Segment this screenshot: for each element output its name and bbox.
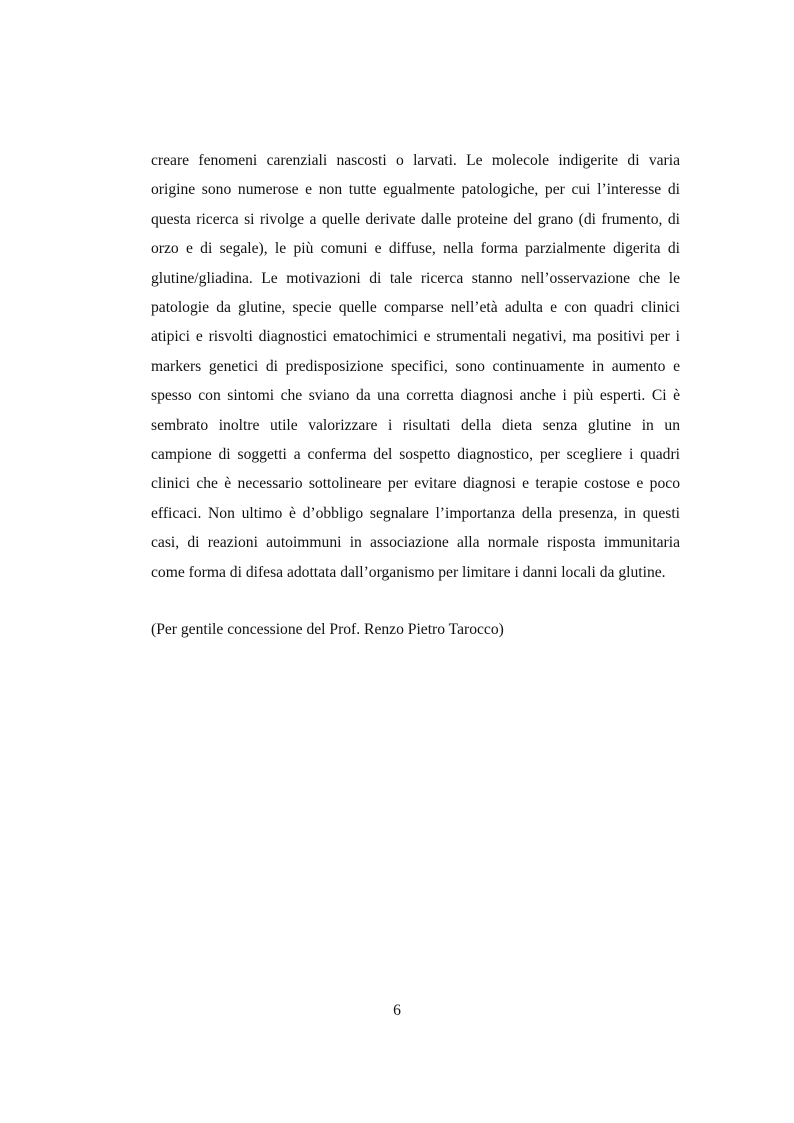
paragraph-line: patologie da glutine, specie quelle comparse nell’età adulta e con quadri clinici xyxy=(151,299,680,317)
paragraph-line: orzo e di segale), le più comuni e diffuse, nella forma parzialmente digerita di xyxy=(151,240,680,258)
paragraph-line: atipici e risvolti diagnostici ematochimici e strumentali negativi, ma positivi per i xyxy=(151,328,680,346)
paragraph-line: creare fenomeni carenziali nascosti o larvati. Le molecole indigerite di varia xyxy=(151,152,680,169)
credit-line: (Per gentile concessione del Prof. Renzo Pietro Tarocco) xyxy=(151,621,504,638)
paragraph-line: clinici che è necessario sottolineare per evitare diagnosi e terapie costose e poco xyxy=(151,475,680,493)
paragraph-line: glutine/gliadina. Le motivazioni di tale ricerca stanno nell’osservazione che le xyxy=(151,269,680,287)
paragraph-line: questa ricerca si rivolge a quelle derivate dalle proteine del grano (di frumento, di xyxy=(151,210,680,228)
paragraph-line: campione di soggetti a conferma del sospetto diagnostico, per scegliere i quadri xyxy=(151,446,680,464)
paragraph-line: efficaci. Non ultimo è d’obbligo segnalare l’importanza della presenza, in questi xyxy=(151,504,680,522)
paragraph-line: spesso con sintomi che sviano da una corretta diagnosi anche i più esperti. Ci è xyxy=(151,387,680,405)
paragraph-line: markers genetici di predisposizione specifici, sono continuamente in aumento e xyxy=(151,357,680,375)
page-number: 6 xyxy=(393,1002,401,1019)
body-paragraph xyxy=(151,146,680,587)
paragraph-line: come forma di difesa adottata dall’organismo per limitare i danni locali da glutine. xyxy=(151,563,666,581)
paragraph-line: sembrato inoltre utile valorizzare i risultati della dieta senza glutine in un xyxy=(151,416,680,434)
paragraph-line: origine sono numerose e non tutte egualmente patologiche, per cui l’interesse di xyxy=(151,181,680,199)
paragraph-line: casi, di reazioni autoimmuni in associazione alla normale risposta immunitaria xyxy=(151,534,680,552)
